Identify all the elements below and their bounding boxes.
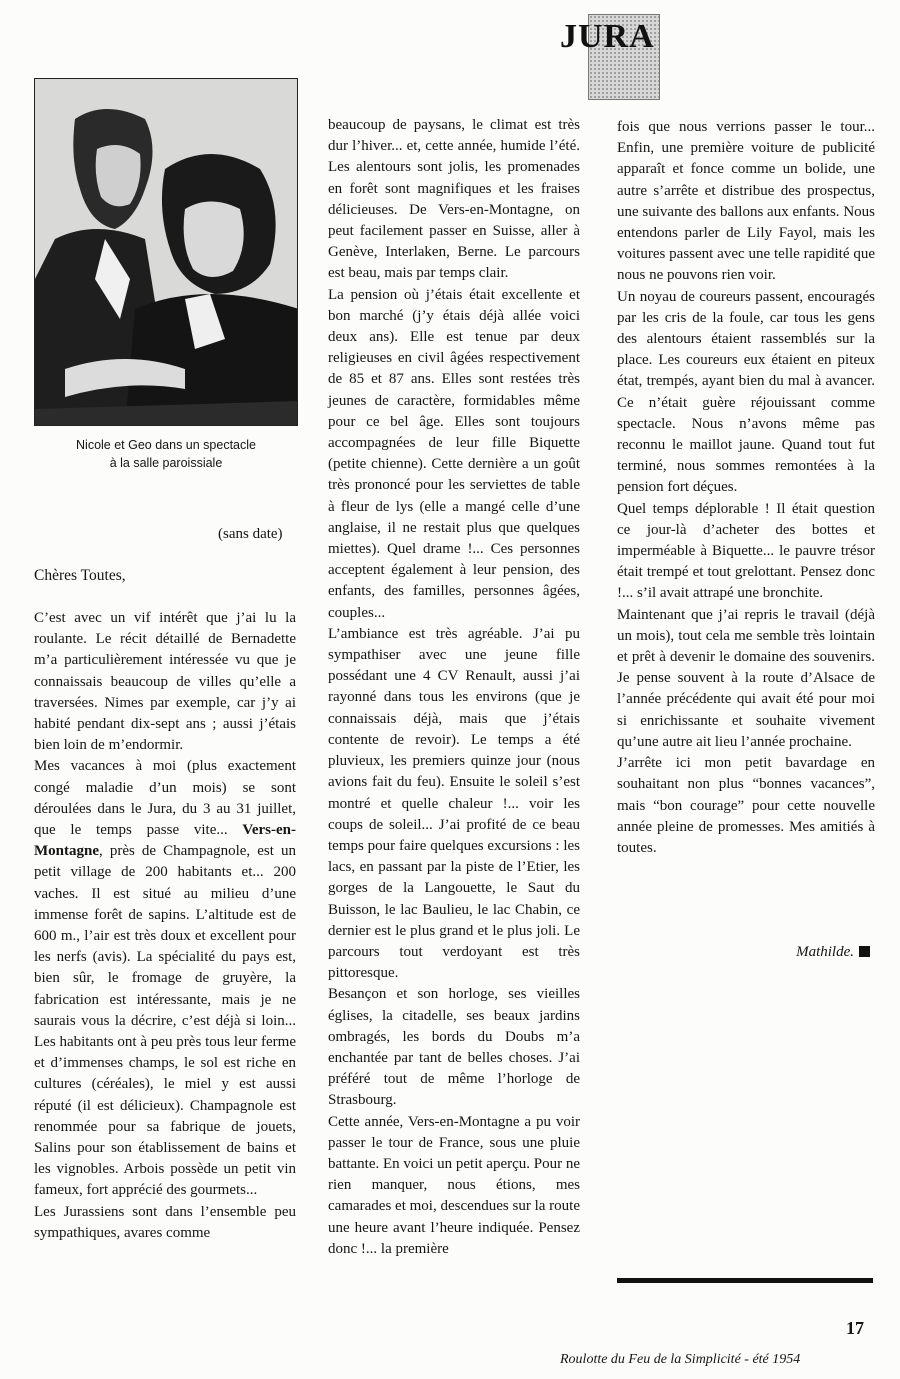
paragraph-text: est un petit village de 200 habitants et... 200 vaches. Il est situé au milieu d’une immense forêt de sapins. L’altitude est de 600 m., l’air est très doux et excellent pour les nerfs (avis). La spécialité du pays est, bien sûr, le fromage de gruyère, la fabrication est intéressante, mais je ne saurais vous la décrire, c’est déjà si loin... Les habitants ont à peu près tous leur ferme et d’immenses champs, le sol est riche en cultures (céréales), le miel y est aussi réputé (il est délicieux). Champagnole est renommée pour sa fabrique de jouets, Salins pour son établissement de bains et les vignobles. Arbois possède un petit vin fameux, fort apprécié des gourmets... — [34, 843, 297, 1199]
photo-illustration — [35, 79, 298, 426]
date-note: (sans date) — [218, 526, 283, 542]
paragraph: Les Jurassiens sont dans l’ensemble peu sympathiques, avares comme — [34, 1203, 296, 1241]
paragraph: Quel temps déplorable ! Il était question ce jour-là d’acheter des bottes et imperméable à Biquette... le pauvre trésor était trempé et tout grelottant. Pensez donc !... s’il avait attrapé une bronchite. — [617, 500, 875, 602]
signature-text: Mathilde. — [796, 944, 854, 960]
paragraph: Cette année, Vers-en-Montagne a pu voir passer le tour de France, sous une pluie battante. En voici un petit aperçu. Pour ne rien manquer, nous étions, mes camarades et moi, descendues sur la route une heure avant l’heure indiquée. Pensez donc !... la première — [328, 1113, 581, 1257]
paragraph: fois que nous verrions passer le tour... Enfin, une première voiture de publicité apparaît et fonce comme un bolide, une autre s’arrête et distribue des prospectus, une suivante des ballons aux enfants. Nous entendons parler de Lily Fayol, mais les voitures passent avec une telle rapidité que nous ne pouvons rien voir. — [617, 119, 875, 284]
paragraph: La pension où j’étais était excellente et bon marché (j’y étais déjà allée voici deux ans). Elle est tenue par deux religieuses en civil âgées respectivement de 85 et 87 ans. Elles sont restées très jeunes de caractère, formidables même pour ce bel âge. Elles sont toujours accompagnées de leur fille Biquette (petite chienne). Cette dernière a un goût très prononcé pour les serviettes de table à fleur de lys (elle a mangé celle d’une anglaise, il ne restait plus que quelques miettes). Quel drame !... Ces personnes acceptent également à leur pension, des enfants, des familles, personnes âgées, couples... — [328, 286, 580, 621]
place-suffix: , près de Champagnole, — [99, 843, 251, 860]
paragraph: Besançon et son horloge, ses vieilles églises, la citadelle, ses beaux jardins ombragés, les bords du Doubs m’a enchantée par tant de belles choses. J’ai préféré tout de même l’horloge de Strasbourg. — [328, 986, 580, 1109]
greeting: Chères Toutes, — [34, 567, 126, 584]
place-name: Vers-en-Montagne — [34, 822, 297, 860]
paragraph: beaucoup de paysans, le climat est très dur l’hiver... et, cette année, humide l’été. Les alentours sont jolis, les promenades en forêt sont magnifiques et les fraises délicieuses. De Vers-en-Montagne, on peut facilement passer en Suisse, aller à Genève, Interlaken, Berne. Le parcours est beau, mais par temps clair. — [328, 117, 580, 282]
section-title: JURA — [560, 18, 655, 55]
paragraph: Maintenant que j’ai repris le travail (déjà un mois), tout cela me semble très lointain et prêt à devenir le domaine des souvenirs. Je pense souvent à la route d’Alsace de l’année précédente qui avait été pour moi si enrichissante et souhaite vivement qu’une autre ait lieu l’année prochaine. — [617, 606, 875, 750]
photo — [34, 78, 298, 426]
caption-line-2: à la salle paroissiale — [109, 456, 223, 470]
paragraph: J’arrête ici mon petit bavardage en souhaitant non plus “bonnes vacances”, mais “bon courage” pour cette nouvelle année pleine de promesses. Mes amitiés à toutes. — [617, 755, 875, 856]
paragraph-text: Mes vacances à moi (plus exactement congé maladie d’un mois) se sont déroulées dans le Jura, du 3 au 31 juillet, que le temps passe vite... — [34, 758, 296, 839]
paragraph: C’est avec un vif intérêt que j’ai lu la roulante. Le récit détaillé de Bernadette m’a particulièrement intéressée vu que je connaissais beaucoup de villes qu’elle a traversées. Nimes par exemple, car j’y ai habité pendant dix-sept ans ; aussi j’étais bien loin de m’endormir. — [34, 610, 296, 754]
text-column-1 — [34, 608, 296, 1244]
photo-caption — [34, 436, 298, 472]
paragraph: Un noyau de coureurs passent, encouragés par les cris de la foule, car tous les gens des alentours étaient rassemblés sur la place. Les coureurs eux étaient en piteux état, trempés, ayant bien du mal à avancer. Ce n’était guère réjouissant comme spectacle. Nous n’avons même pas reconnu le maillot jaune. Quand tout fut terminé, nous sommes remontées à la pension fort déçues. — [617, 288, 875, 496]
caption-line-1: Nicole et Geo dans un spectacle — [76, 438, 256, 452]
paragraph — [34, 756, 296, 1201]
page-number: 17 — [846, 1318, 864, 1338]
text-column-2 — [328, 115, 580, 1260]
footer-credit: Roulotte du Feu de la Simplicité - été 1954 — [560, 1352, 801, 1367]
divider — [617, 1278, 873, 1283]
paragraph: L’ambiance est très agréable. J’ai pu sympathiser avec une jeune fille possédant une 4 CV Renault, aussi j’ai rayonné dans tous les environs (que je connaissais déjà, mais que j’étais contente de revoir). Le temps a été pluvieux, les premiers quinze jour (nous avions fait du feu). Ensuite le soleil s’est montré et quelle chaleur !... voir les coups de soleil... J’ai profité de ce beau temps pour faire quelques excursions : les lacs, en passant par la piste de l’Etier, les gorges de la Langouette, le Saut du Buisson, le lac Baulieu, le lac Chabin, ce dernier est le plus grand et le plus joli. Le parcours tout verdoyant est très pittoresque. — [328, 625, 580, 982]
text-column-3 — [617, 117, 875, 859]
end-mark-square-icon — [859, 946, 870, 957]
signature — [796, 944, 870, 961]
